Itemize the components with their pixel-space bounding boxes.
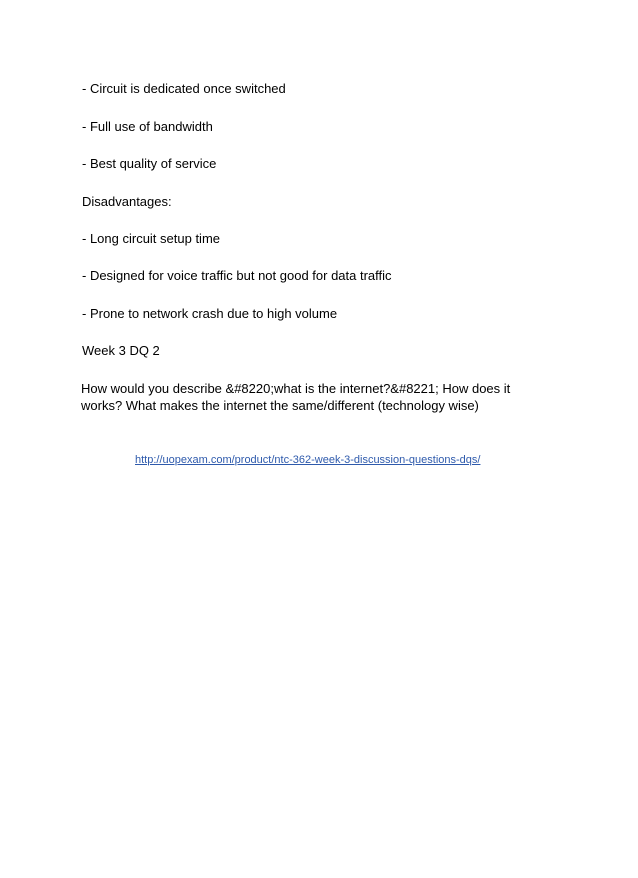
disadvantage-network-crash: - Prone to network crash due to high volume: [82, 306, 338, 321]
disadvantages-heading: Disadvantages:: [82, 194, 172, 209]
week-heading: Week 3 DQ 2: [82, 343, 160, 358]
advantage-full-bandwidth: - Full use of bandwidth: [82, 119, 213, 134]
question-paragraph: [81, 380, 561, 414]
question-line-2: works? What makes the internet the same/different (technology wise): [81, 398, 479, 413]
advantage-quality-of-service: - Best quality of service: [82, 156, 217, 171]
advantage-dedicated-circuit: - Circuit is dedicated once switched: [82, 81, 286, 96]
question-line-1: How would you describe &#8220;what is the internet?&#8221; How does it: [81, 381, 511, 396]
disadvantage-voice-traffic: - Designed for voice traffic but not good for data traffic: [82, 268, 392, 283]
disadvantage-setup-time: - Long circuit setup time: [82, 231, 221, 246]
source-link[interactable]: http://uopexam.com/product/ntc-362-week-3-discussion-questions-dqs/: [135, 454, 481, 466]
